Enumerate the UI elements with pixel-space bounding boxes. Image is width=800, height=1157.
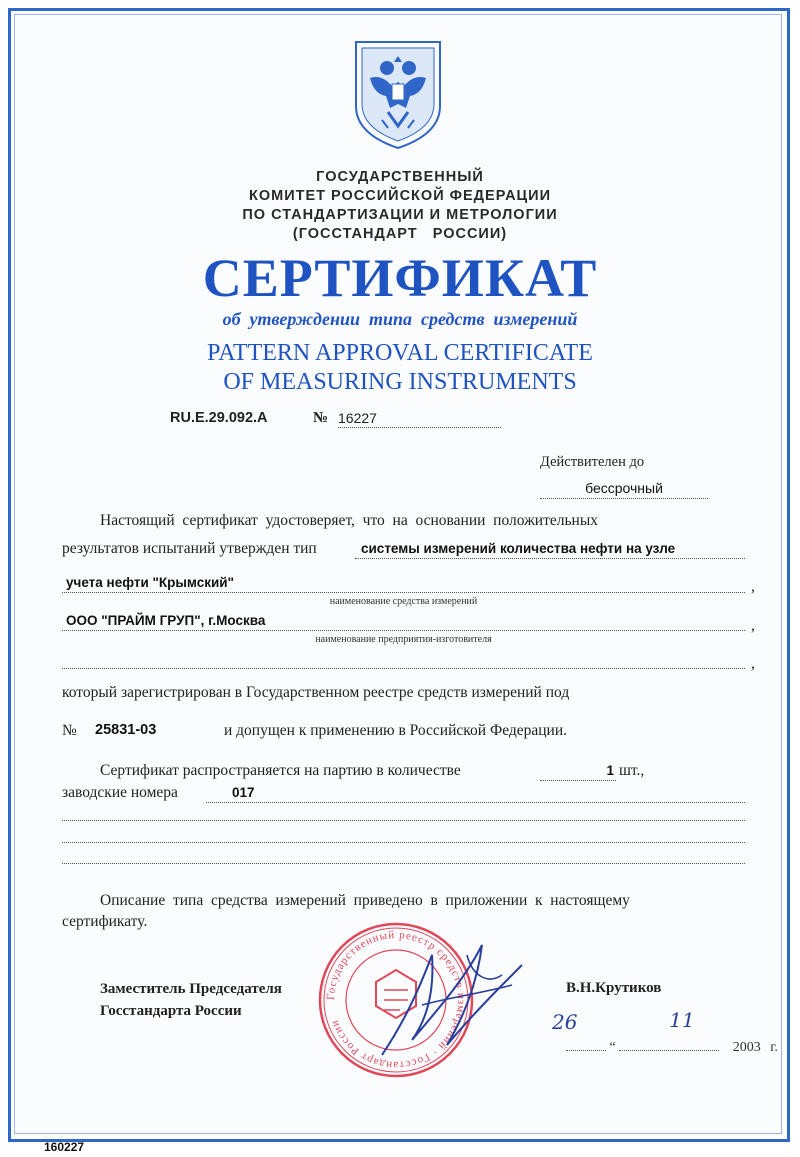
signatory-name: В.Н.Крутиков — [566, 980, 662, 996]
manufacturer-name: ООО "ПРАЙМ ГРУП", г.Москва — [66, 613, 266, 628]
instrument-name-2: учета нефти "Крымский" — [66, 575, 234, 590]
agency-line-3: ПО СТАНДАРТИЗАЦИИ И МЕТРОЛОГИИ — [242, 207, 558, 223]
comma-2: , — [751, 617, 755, 634]
serials-extra-line-1 — [62, 805, 745, 821]
serials-value: 017 — [232, 785, 255, 800]
agency-line-4: (ГОССТАНДАРТ РОССИИ) — [292, 226, 508, 242]
valid-until-line — [540, 480, 708, 499]
batch-text: Сертификат распространяется на партию в количестве — [100, 762, 461, 779]
issue-date-day-line — [552, 1010, 606, 1051]
registry-number: 25831-03 — [95, 722, 157, 738]
registered-text: который зарегистрирован в Государственном реестре средств измерений под — [62, 684, 570, 701]
valid-until-value: бессрочный — [585, 480, 663, 496]
signatory-position — [100, 978, 282, 1022]
issue-date-day: 26 — [552, 1010, 578, 1034]
admitted-text: и допущен к применению в Российской Федерации. — [224, 722, 568, 739]
caption-instrument: наименование средства измерений — [329, 596, 478, 607]
certificate-subtitle-en-1: PATTERN APPROVAL CERTIFICATE — [207, 340, 593, 366]
coat-of-arms-emblem — [352, 38, 444, 150]
serials-extra-line-3 — [62, 848, 745, 864]
manufacturer-line — [62, 612, 745, 631]
comma-1: , — [751, 578, 755, 595]
certificate-number-sign: № — [313, 410, 329, 426]
issue-date-month-line — [619, 1008, 719, 1051]
agency-header — [150, 168, 650, 244]
signatory-position-line-2: Госстандарта России — [100, 1003, 242, 1019]
issue-date-year: 2003 — [732, 1040, 761, 1055]
issue-date-month: 11 — [669, 1008, 695, 1032]
registry-number-sign: № — [62, 722, 77, 739]
certificate-title: СЕРТИФИКАТ — [202, 248, 598, 308]
valid-until-label: Действителен до — [540, 454, 645, 470]
issue-date-year-suffix: г. — [770, 1040, 778, 1055]
serials-extra-line-2 — [62, 827, 745, 843]
batch-unit: шт., — [619, 762, 645, 779]
agency-line-2: КОМИТЕТ РОССИЙСКОЙ ФЕДЕРАЦИИ — [249, 188, 551, 204]
footer-form-number: 160227 — [44, 1140, 85, 1154]
serials-label: заводские номера — [62, 784, 178, 801]
instrument-name-1: системы измерений количества нефти на узле — [361, 541, 676, 556]
certificate-code: RU.E.29.092.A — [170, 410, 268, 426]
serials-line — [206, 784, 745, 803]
manufacturer-extra-line — [62, 650, 745, 669]
agency-line-1: ГОСУДАРСТВЕННЫЙ — [316, 169, 484, 185]
description-line-2: сертификату. — [62, 913, 148, 930]
signatory-position-line-1: Заместитель Председателя — [100, 981, 282, 997]
description-line-1: Описание типа средства измерений приведено в приложении к настоящему — [100, 892, 630, 909]
comma-3: , — [751, 655, 755, 672]
instrument-name-line-1 — [355, 540, 745, 559]
certificate-statement-line-1: Настоящий сертификат удостоверяет, что на основании положительных — [100, 512, 599, 529]
batch-qty-line — [540, 762, 616, 781]
instrument-name-line-2 — [62, 574, 745, 593]
batch-qty: 1 — [606, 763, 614, 778]
caption-manufacturer: наименование предприятия-изготовителя — [315, 634, 492, 645]
stamp-ring-text: Государственный реестр средств измерений · Госстандарт России — [324, 928, 468, 1072]
certificate-number: 16227 — [338, 410, 377, 426]
issue-date: 26 “ 11 2003 г. — [552, 1008, 778, 1055]
handwritten-signature — [372, 935, 532, 1065]
certificate-number-line — [338, 410, 501, 428]
certificate-subtitle-en-2: OF MEASURING INSTRUMENTS — [223, 369, 577, 395]
certificate-statement-line-2: результатов испытаний утвержден тип — [62, 540, 317, 557]
certificate-subtitle-ru: об утверждении типа средств измерений — [222, 309, 578, 329]
